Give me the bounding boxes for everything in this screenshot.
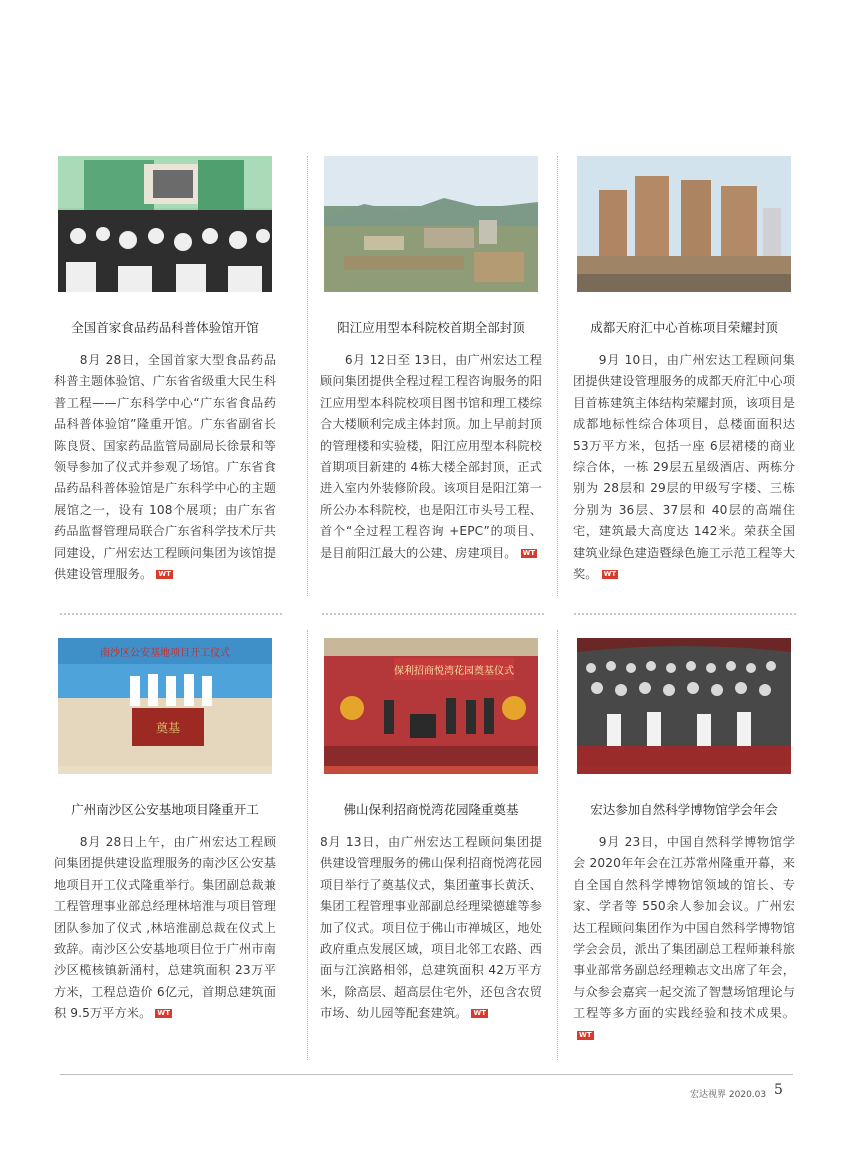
article-5 (320, 638, 542, 1025)
page-number: 5 (774, 1082, 783, 1098)
article-6 (573, 638, 795, 1046)
wt-badge: WT (579, 1030, 592, 1039)
column-divider (307, 156, 308, 596)
article-body (320, 350, 542, 564)
article-text: 9月 23日，中国自然科学博物馆学会 2020年年会在江苏常州隆重开幕，来自全国自然科学博物馆领域的馆长、专家、学者等 550余人参加会议。广州宏达工程顾问集团作为中国自然科学博物馆学会会员，派出了集团副总工程师兼科旅事业部常务副总经理赖志文出席了年会，与众参会嘉宾一起交流了智慧场馆理论与工程等多方面的实践经验和技术成果。 (573, 835, 795, 1021)
article-title: 广州南沙区公安基地项目隆重开工 (71, 802, 259, 817)
article-body (573, 350, 795, 585)
article-body (54, 350, 276, 585)
article-photo (577, 638, 791, 774)
photo-banner-text: 南沙区公安基地项目开工仪式 (100, 648, 230, 659)
magazine-name: 宏达视界 (690, 1090, 727, 1100)
article-photo (58, 638, 272, 774)
wt-badge: WT (158, 570, 172, 579)
article-title: 佛山保利招商悦湾花园隆重奠基 (343, 802, 519, 817)
column-divider (557, 630, 558, 1060)
wt-badge: WT (473, 1009, 487, 1018)
photo-stone-text: 奠基 (155, 721, 181, 735)
article-text: 8月 28日上午，由广州宏达工程顾问集团提供建设监理服务的南沙区公安基地项目开工仪式隆重举行。集团副总裁兼工程管理事业部总经理林培淮与项目管理团队参加了仪式 ,林培淮副总裁在仪式上致辞。南沙区公安基地项目位于广州市南沙区榄核镇新涌村，总建筑面积 23万平方米，工程总造价 6亿元，首期总建筑面积 9.5万平方米。 (54, 835, 276, 1021)
issue-number: 2020.03 (728, 1090, 767, 1100)
article-4 (54, 638, 276, 1025)
article-3 (573, 156, 795, 585)
footer-magazine (690, 1087, 766, 1100)
wt-badge: WT (522, 548, 536, 557)
article-title: 阳江应用型本科院校首期全部封顶 (337, 320, 525, 335)
photo-banner-text: 保利招商悦湾花园奠基仪式 (394, 666, 514, 677)
article-photo (324, 638, 538, 774)
footer-rule (60, 1074, 793, 1075)
row-divider (60, 613, 282, 615)
article-photo (324, 156, 538, 292)
column-divider (307, 630, 308, 1060)
article-photo (58, 156, 272, 292)
article-1 (54, 156, 276, 585)
article-text: 6月 12日至 13日，由广州宏达工程顾问集团提供全程过程工程咨询服务的阳江应用型本科院校项目图书馆和理工楼综合大楼顺利完成主体封顶。加上早前封顶的管理楼和实验楼，阳江应用型本科院校首期项目新建的 4栋大楼全部封顶，正式进入室内外装修阶段。该项目是阳江第一所公办本科院校，也是阳江市头号工程、首个“全过程工程咨询 +EPC”的项目、是目前阳江最大的公建、房建项目。 (320, 353, 542, 560)
article-title: 成都天府汇中心首栋项目荣耀封顶 (590, 320, 778, 335)
article-title: 宏达参加自然科学博物馆学会年会 (590, 802, 778, 817)
article-text: 8月 13日，由广州宏达工程顾问集团提供建设管理服务的佛山保利招商悦湾花园项目举行了奠基仪式，集团董事长黄沃、集团工程管理事业部副总经理梁德雄等参加了仪式。项目位于佛山市禅城区，地处政府重点发展区域，项目北邻工农路、西面与江滨路相邻，总建筑面积 42万平方米，除高层、超高层住宅外，还包含农贸市场、幼儿园等配套建筑。 (320, 835, 542, 1021)
article-body (54, 832, 276, 1025)
article-body (320, 832, 542, 1025)
row-divider (574, 613, 796, 615)
article-photo (577, 156, 791, 292)
wt-badge: WT (157, 1009, 171, 1018)
article-title: 全国首家食品药品科普体验馆开馆 (71, 320, 259, 335)
article-2 (320, 156, 542, 564)
row-divider (322, 613, 544, 615)
column-divider (557, 156, 558, 596)
wt-badge: WT (603, 570, 617, 579)
article-body (573, 832, 795, 1046)
article-text: 8月 28日，全国首家大型食品药品科普主题体验馆、广东省省级重大民生科普工程——广东科学中心“广东省食品药品科普体验馆”隆重开馆。广东省副省长陈良贤、国家药品监管局副局长徐景和等领导参加了仪式并参观了场馆。广东省食品药品科普体验馆是广东科学中心的主题展馆之一，设有 108个展项；由广东省药品监督管理局联合广东省科学技术厅共同建设，广州宏达工程顾问集团为该馆提供建设管理服务。 (54, 353, 276, 582)
article-text: 9月 10日，由广州宏达工程顾问集团提供建设管理服务的成都天府汇中心项目首栋建筑主体结构荣耀封顶，该项目是成都地标性综合体项目，总楼面面积达 53万平方米，包括一座 6层裙楼的商业综合体，一栋 29层五星级酒店、两栋分别为 28层和 29层的甲级写字楼、三栋分别为 36层、37层和 40层的高端住宅，建筑最大高度达 142米。荣获全国建筑业绿色建造暨绿色施工示范工程等大奖。 (573, 353, 795, 582)
